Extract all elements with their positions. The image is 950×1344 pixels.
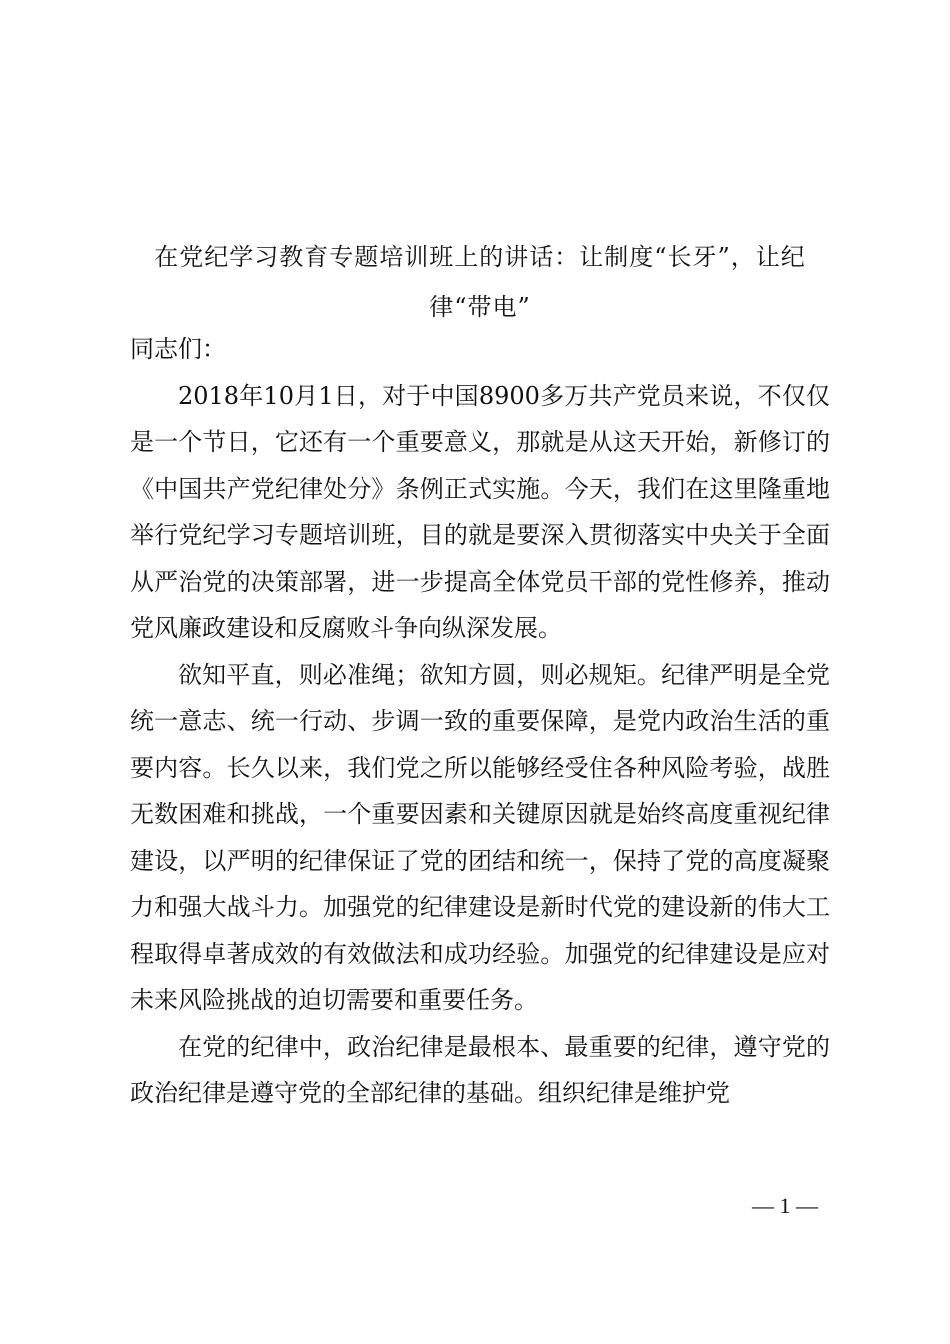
body-paragraph-3: 在党的纪律中，政治纪律是最根本、最重要的纪律，遵守党的政治纪律是遵守党的全部纪律的基础。组织纪律是维护党 (130, 1032, 830, 1107)
document-title: 在党纪学习教育专题培训班上的讲话：让制度“长牙”，让纪律“带电” (154, 243, 806, 321)
document-body (130, 326, 830, 1117)
body-paragraph-2: 欲知平直，则必准绳；欲知方圆，则必规矩。纪律严明是全党统一意志、统一行动、步调一致的重要保障，是党内政治生活的重要内容。长久以来，我们党之所以能够经受住各种风险考验，战胜无数困难和挑战，一个重要因素和关键原因就是始终高度重视纪律建设，以严明的纪律保证了党的团结和统一，保持了党的高度凝聚力和强大战斗力。加强党的纪律建设是新时代党的建设新的伟大工程取得卓著成效的有效做法和成功经验。加强党的纪律建设是应对未来风险挑战的迫切需要和重要任务。 (130, 660, 830, 1014)
salutation: 同志们： (130, 335, 226, 363)
page-number: — 1 — (752, 1193, 818, 1218)
body-paragraph-1: 2018年10月1日，对于中国8900多万共产党员来说，不仅仅是一个节日，它还有一个重要意义，那就是从这天开始，新修订的《中国共产党纪律处分》条例正式实施。今天，我们在这里隆重地举行党纪学习专题培训班，目的就是要深入贯彻落实中央关于全面从严治党的决策部署，进一步提高全体党员干部的党性修养，推动党风廉政建设和反腐败斗争向纵深发展。 (130, 381, 830, 642)
